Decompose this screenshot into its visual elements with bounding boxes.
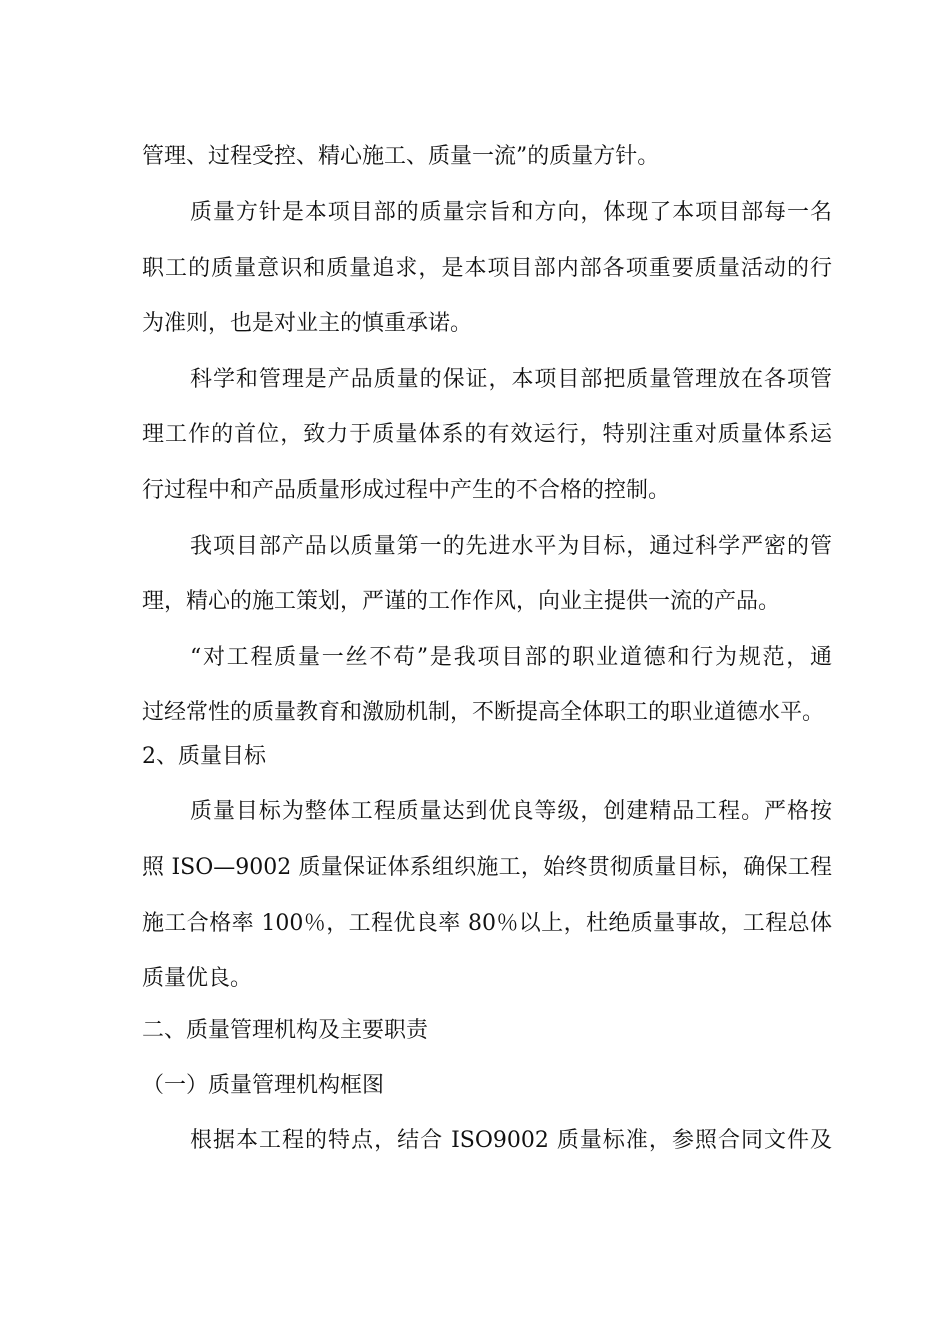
paragraph-line: 质量目标为整体工程质量达到优良等级，创建精品工程。严格按 — [190, 799, 832, 824]
paragraph-line: 管理、过程受控、精心施工、质量一流”的质量方针。 — [142, 144, 660, 169]
paragraph-line: 照 ISO—9002 质量保证体系组织施工，始终贯彻质量目标，确保工程 — [142, 855, 832, 880]
paragraph-line: “对工程质量一丝不苟”是我项目部的职业道德和行为规范，通 — [190, 645, 832, 670]
paragraph-line: 质量方针是本项目部的质量宗旨和方向，体现了本项目部每一名 — [190, 200, 832, 225]
subsection-heading: （一）质量管理机构框图 — [142, 1073, 385, 1098]
paragraph-line: 为准则，也是对业主的慎重承诺。 — [142, 311, 473, 336]
section-heading: 二、质量管理机构及主要职责 — [142, 1018, 429, 1043]
paragraph-line: 过经常性的质量教育和激励机制，不断提高全体职工的职业道德水平。 — [142, 700, 825, 725]
paragraph-line: 施工合格率 100％，工程优良率 80％以上，杜绝质量事故，工程总体 — [142, 911, 832, 936]
paragraph-line: 理工作的首位，致力于质量体系的有效运行，特别注重对质量体系运 — [142, 422, 832, 447]
paragraph-line: 我项目部产品以质量第一的先进水平为目标，通过科学严密的管 — [190, 534, 832, 559]
paragraph-line: 质量优良。 — [142, 966, 253, 991]
paragraph-line: 职工的质量意识和质量追求，是本项目部内部各项重要质量活动的行 — [142, 256, 832, 281]
paragraph-line: 科学和管理是产品质量的保证，本项目部把质量管理放在各项管 — [190, 367, 832, 392]
paragraph-line: 理，精心的施工策划，严谨的工作作风，向业主提供一流的产品。 — [142, 589, 781, 614]
paragraph-line: 行过程中和产品质量形成过程中产生的不合格的控制。 — [142, 478, 671, 503]
section-heading: 2、质量目标 — [142, 744, 266, 769]
paragraph-line: 根据本工程的特点，结合 ISO9002 质量标准，参照合同文件及 — [190, 1128, 832, 1153]
